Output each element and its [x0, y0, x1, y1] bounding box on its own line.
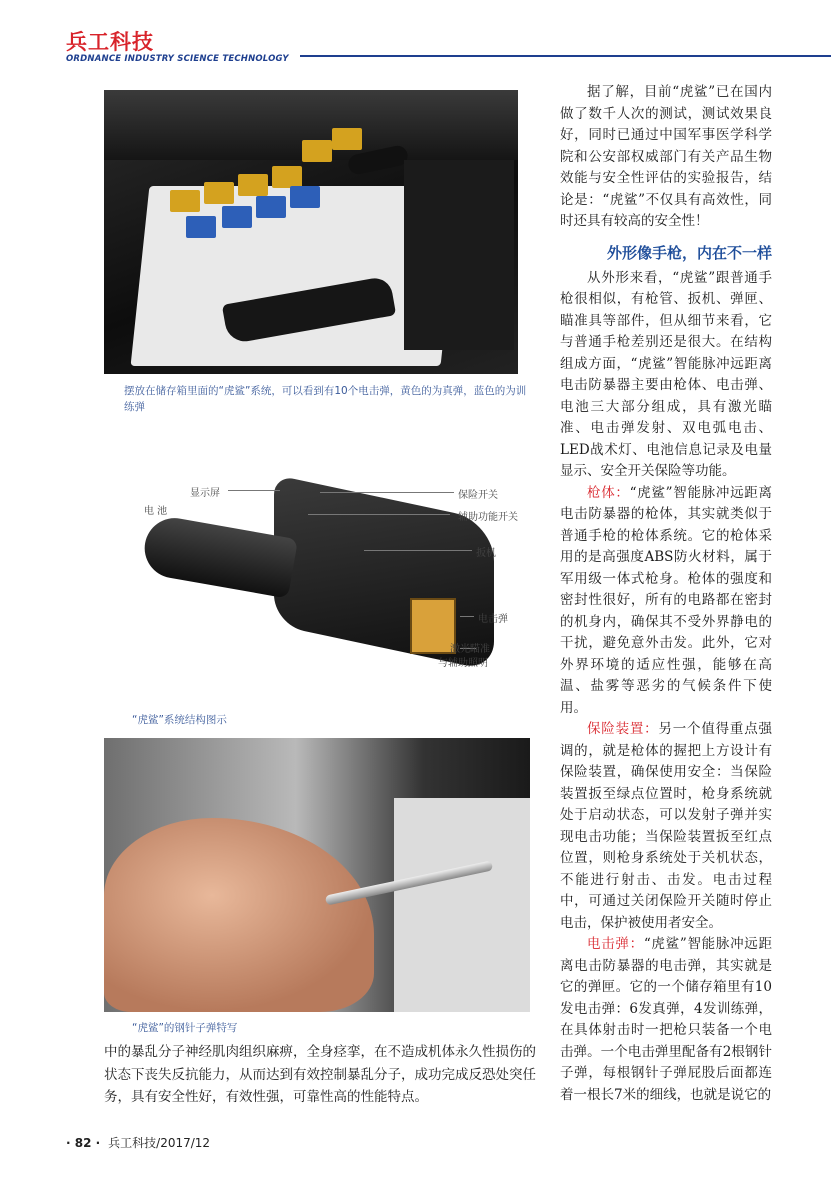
paragraph-intro: 据了解，目前“虎鲨”已在国内做了数千人次的测试，测试效果良好，同时已通过中国军事医学科学院和公安部权威部门有关产品生物效能与安全性评估的实验报告，结论是：“虎鲨”不仅具有高效性，同时还具有较高的安全性！ — [560, 84, 772, 229]
live-cartridge — [238, 174, 268, 196]
training-cartridge — [186, 216, 216, 238]
paragraph-cartridge — [560, 934, 772, 1106]
label-laser-2: 与辅助照明 — [438, 658, 488, 669]
label-battery: 电 池 — [144, 506, 168, 517]
cartridge-tray — [394, 798, 530, 1012]
paragraph-cartridge-text: “虎鲨”智能脉冲远距离电击防暴器的电击弹，其实就是它的弹匣。它的一个储存箱里有10发电击弹：6发真弹，4发训练弹，在具体射击时一把枪只装备一个电击弹。一个电击弹里配备有2根钢针子弹，每根钢针子弹屁股后面都连着一根长7米的细线，也就是说它的 — [560, 936, 772, 1103]
label-trigger: 扳机 — [476, 548, 496, 559]
photo3-caption: “虎鲨”的钢针子弹特写 — [132, 1022, 238, 1034]
paragraph-safety-text: 另一个值得重点强调的，就是枪体的握把上方设计有保险装置，确保使用安全：当保险装置扳至绿点位置时，枪身系统就处于启动状态，可以发射子弹并实现电击功能；当保险装置扳至红点位置，则枪身系统处于关机状态，不能进行射击、击发。电击过程中，可通过关闭保险开关随时停止电击，保护被使用者安全。 — [560, 721, 773, 931]
masthead — [66, 30, 289, 64]
live-cartridge — [170, 190, 200, 212]
live-cartridge — [332, 128, 362, 150]
label-laser-1: 激光瞄准 — [450, 644, 490, 655]
right-column — [560, 82, 772, 1106]
header-rule — [300, 55, 831, 57]
hand — [104, 818, 374, 1012]
left-column-text: 中的暴乱分子神经肌肉组织麻痹，全身痉挛，在不造成机体永久性损伤的状态下丧失反抗能力，从而达到有效控制暴乱分子，成功完成反恐处突任务，具有安全性好，有效性强，可靠性高的性能特点。 — [104, 1044, 536, 1105]
live-cartridge — [204, 182, 234, 204]
magazine-subtitle: ORDNANCE INDUSTRY SCIENCE TECHNOLOGY — [66, 54, 289, 64]
leader-line — [320, 492, 454, 493]
live-cartridge — [302, 140, 332, 162]
keyword-safety: 保险装置： — [587, 721, 659, 737]
paragraph-appearance: 从外形来看，“虎鲨”跟普通手枪很相似，有枪管、扳机、弹匣、瞄准具等部件，但从细节来看，它与普通手枪差别还是很大。在结构组成方面，“虎鲨”智能脉冲远距离电击防暴器主要由枪体、电击弹、电池三大部分组成，具有激光瞄准、电击弹发射、双电弧电击、LED战术灯、电池信息记录及电量显示、安全开关保险等功能。 — [560, 269, 772, 479]
structure-diagram — [104, 470, 518, 710]
page-number: · 82 · — [66, 1136, 101, 1150]
label-aux: 辅助功能开关 — [458, 512, 518, 523]
training-cartridge — [256, 196, 286, 218]
leader-line — [460, 616, 474, 617]
training-cartridge — [290, 186, 320, 208]
keyword-cartridge: 电击弹： — [587, 936, 644, 952]
needle-closeup-photo — [104, 738, 530, 1012]
photo1-caption: 摆放在储存箱里面的“虎鲨”系统，可以看到有10个电击弹，黄色的为真弹，蓝色的为训练弹 — [124, 385, 527, 413]
diagram-caption: “虎鲨”系统结构图示 — [132, 714, 227, 726]
leader-line — [308, 514, 450, 515]
issue-info: 兵工科技/2017/12 — [108, 1136, 211, 1150]
leader-line — [364, 550, 472, 551]
label-safety: 保险开关 — [458, 490, 498, 501]
leader-line — [228, 490, 280, 491]
magazine-title: 兵工科技 — [66, 30, 154, 54]
footer — [66, 1134, 210, 1151]
paragraph-body — [560, 483, 772, 720]
training-cartridge — [222, 206, 252, 228]
storage-case-photo — [104, 90, 518, 374]
paragraph-safety — [560, 719, 772, 934]
label-display: 显示屏 — [190, 488, 220, 499]
paragraph-body-text: “虎鲨”智能脉冲远距离电击防暴器的枪体，其实就类似于普通手枪的枪体系统。它的枪体采用的是高强度ABS防火材料，属于军用级一体式枪身。枪体的强度和密封性很好，所有的电路都在密封的机身内，确保其不受外界静电的干扰，避免意外击发。此外，它对外界环境的适应性强，能够在高温、盐雾等恶劣的气候条件下使用。 — [560, 484, 772, 716]
live-cartridge — [272, 166, 302, 188]
section-title: 外形像手枪，内在不一样 — [606, 243, 772, 262]
case-handle — [404, 160, 514, 350]
keyword-body: 枪体： — [587, 484, 630, 501]
label-cartridge: 电击弹 — [478, 614, 508, 625]
